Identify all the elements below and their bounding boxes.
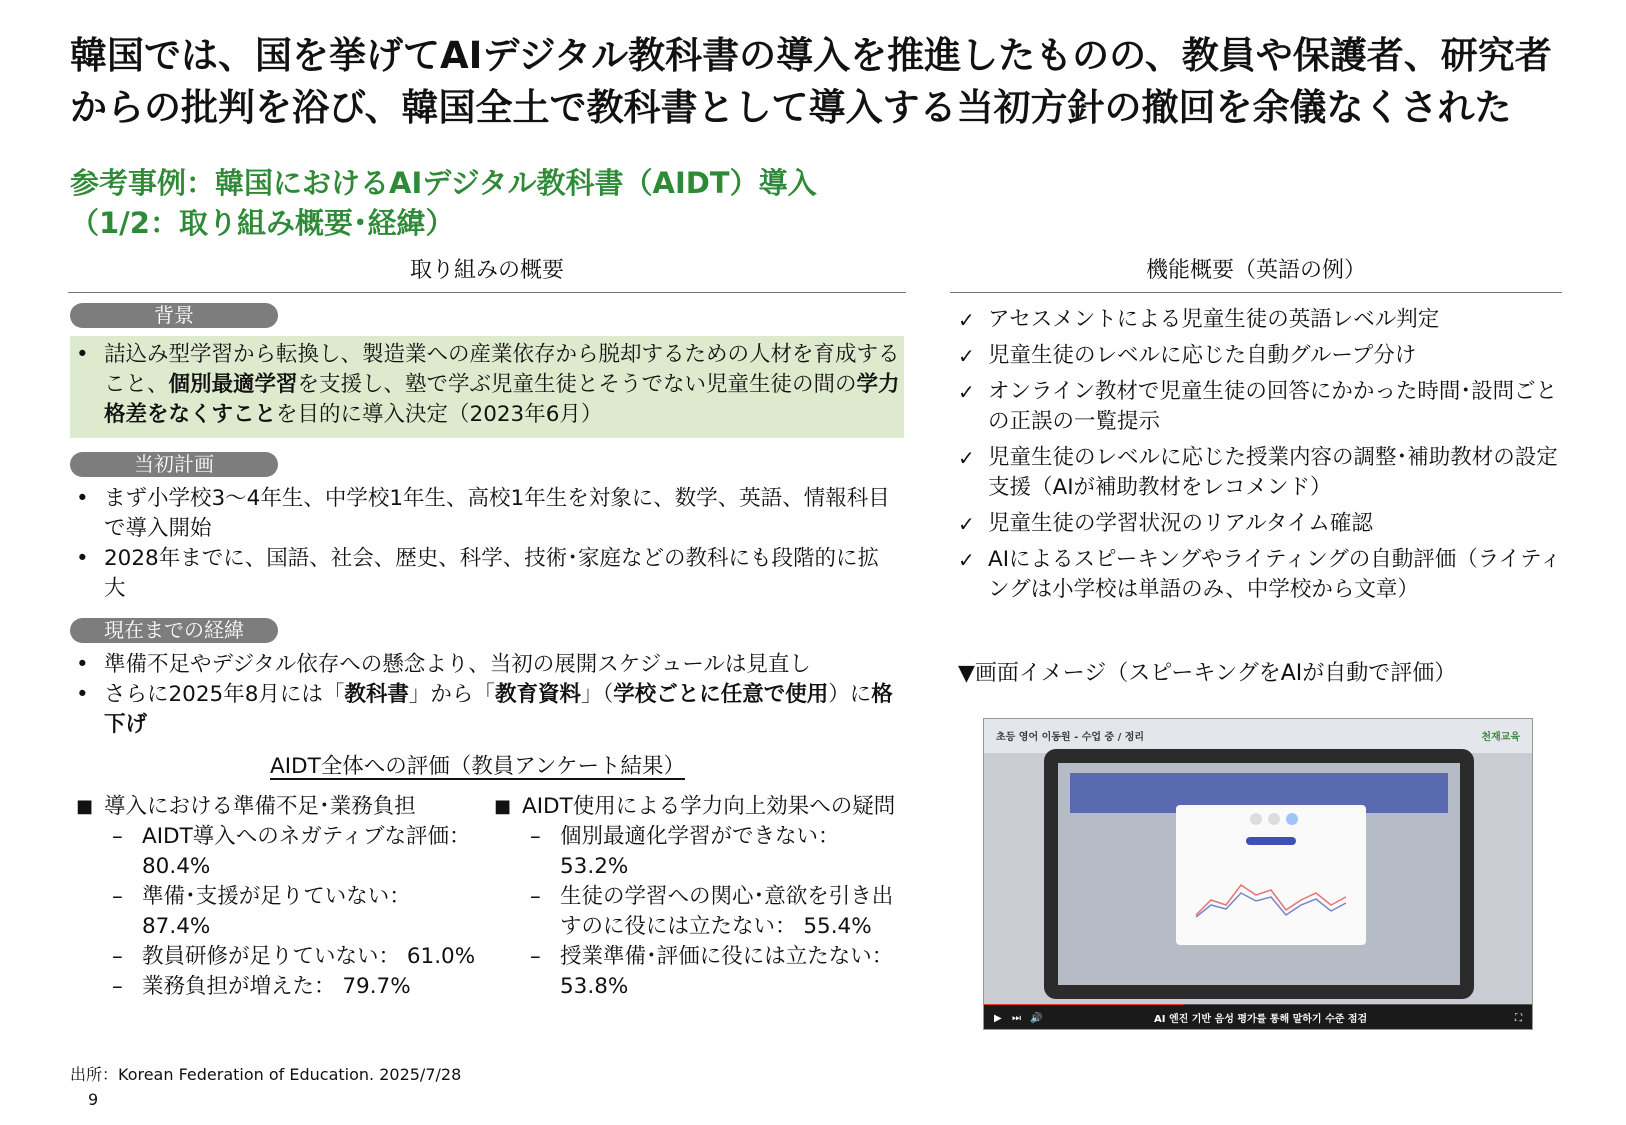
subtitle-line-2: （1/2：取り組み概要･経緯） xyxy=(70,206,455,240)
play-icon[interactable]: ▶ xyxy=(994,1013,1002,1024)
evaluation-left-column xyxy=(76,792,476,1002)
evaluation-item: – 授業準備･評価に役には立たない： 53.8% xyxy=(530,944,894,999)
history-text-a: さらに2025年8月には「 xyxy=(104,682,345,707)
slide-subtitle xyxy=(70,163,890,243)
fullscreen-icon[interactable]: ⛶ xyxy=(1515,1013,1522,1024)
evaluation-item-text: 教員研修が足りていない： xyxy=(142,944,401,969)
evaluation-left-head xyxy=(76,792,476,822)
history-item: • 準備不足やデジタル依存への懸念より、当初の展開スケジュールは見直し xyxy=(70,650,900,680)
history-bold-h: 格下げ xyxy=(104,682,893,737)
evaluation-item: – 教員研修が足りていない： 61.0% xyxy=(112,944,476,969)
video-control-bar xyxy=(984,1005,1532,1029)
plan-item: • まず小学校3～4年生、中学校1年生、高校1年生を対象に、数学、英語、情報科目で導入開始 xyxy=(70,484,900,544)
evaluation-item-value: 80.4% xyxy=(142,854,211,879)
evaluation-item-value: 53.2% xyxy=(560,854,629,879)
evaluation-left-head-text: 導入における準備不足･業務負担 xyxy=(104,794,416,819)
plan-label: 当初計画 xyxy=(70,452,278,477)
history-text-c: 」から「 xyxy=(408,682,495,707)
evaluation-item: – 生徒の学習への関心･意欲を引き出すのに役には立たない： 55.4% xyxy=(530,884,894,939)
evaluation-item: – 個別最適化学習ができない： 53.2% xyxy=(530,824,840,879)
screen-image-logo: 천재교육 xyxy=(1481,732,1520,743)
speaking-evaluation-dialog xyxy=(1176,805,1366,945)
video-subtitle: AI 엔진 기반 음성 평가를 통해 말하기 수준 점검 xyxy=(1154,1014,1368,1025)
evaluation-item-text: 準備･支援が足りていない： xyxy=(142,884,411,909)
background-item xyxy=(70,340,900,430)
evaluation-right-column xyxy=(494,792,904,1002)
feature-item: ✓ 児童生徒のレベルに応じた授業内容の調整･補助教材の設定支援（AIが補助教材をレコメンド） xyxy=(958,443,1568,503)
feature-item: ✓ AIによるスピーキングやライティングの自動評価（ライティングは小学校は単語のみ、中学校から文章） xyxy=(958,545,1568,605)
source-note: 出所：Korean Federation of Education. 2025/7/28 xyxy=(70,1065,462,1084)
evaluation-item-value: 53.8% xyxy=(560,974,629,999)
background-label: 背景 xyxy=(70,303,278,328)
screen-image xyxy=(983,718,1533,1030)
history-item xyxy=(70,680,900,740)
evaluation-right-head-text: AIDT使用による学力向上効果への疑問 xyxy=(522,794,896,819)
title-line-1: 韓国では、国を挙げてAIデジタル教科書の導入を推進したものの、教員や保護者、研究者 xyxy=(70,34,1552,77)
square-bullet-icon: ■ xyxy=(494,796,512,817)
evaluation-item-text: 業務負担が増えた： xyxy=(142,974,336,999)
right-column-header: 機能概要（英語の例） xyxy=(950,256,1562,293)
feature-item: ✓ オンライン教材で児童生徒の回答にかかった時間･設問ごとの正誤の一覧提示 xyxy=(958,377,1568,437)
background-list xyxy=(70,340,900,430)
evaluation-item: – 業務負担が増えた： 79.7% xyxy=(112,974,411,999)
pitch-graph-icon xyxy=(1176,805,1366,945)
history-list xyxy=(70,650,900,740)
evaluation-header: AIDT全体への評価（教員アンケート結果） xyxy=(270,754,685,779)
history-bold-b: 教科書 xyxy=(344,682,409,707)
page-number: 9 xyxy=(88,1090,99,1109)
feature-item: ✓ 児童生徒のレベルに応じた自動グループ分け xyxy=(958,341,1568,371)
volume-icon[interactable]: 🔊 xyxy=(1030,1013,1043,1024)
background-text-2: を支援し、塾で学ぶ児童生徒とそうでない児童生徒の間の xyxy=(297,372,857,397)
background-bold-2: 学力格差をなくすこと xyxy=(104,372,900,427)
evaluation-right-head xyxy=(494,792,904,822)
background-bold-1: 個別最適学習 xyxy=(168,372,298,397)
evaluation-item-value: 87.4% xyxy=(142,914,211,939)
subtitle-line-1: 参考事例：韓国におけるAIデジタル教科書（AIDT）導入 xyxy=(70,166,817,200)
feature-item: ✓ 児童生徒の学習状況のリアルタイム確認 xyxy=(958,509,1568,539)
history-bold-d: 教育資料 xyxy=(494,682,581,707)
history-label: 現在までの経緯 xyxy=(70,618,278,643)
square-bullet-icon: ■ xyxy=(76,796,94,817)
evaluation-item-value: 79.7% xyxy=(342,974,411,999)
evaluation-item-text: AIDT導入へのネガティブな評価： xyxy=(142,824,471,849)
feature-list xyxy=(958,305,1568,611)
next-icon[interactable]: ⏭ xyxy=(1012,1013,1021,1024)
laptop-screen xyxy=(1058,763,1460,985)
plan-list xyxy=(70,484,900,604)
background-text-3: を目的に導入決定（2023年6月） xyxy=(276,402,603,427)
feature-item: ✓ アセスメントによる児童生徒の英語レベル判定 xyxy=(958,305,1568,335)
screen-image-caption: 초등 영어 이동원 - 수업 중 / 정리 xyxy=(996,732,1145,743)
title-line-2: からの批判を浴び、韓国全土で教科書として導入する当初方針の撤回を余儀なくされた xyxy=(70,86,1512,129)
evaluation-item-text: 授業準備･評価に役には立たない： xyxy=(560,944,894,969)
plan-item: • 2028年までに、国語、社会、歴史、科学、技術･家庭などの教科にも段階的に拡大 xyxy=(70,544,900,604)
evaluation-item-text: 個別最適化学習ができない： xyxy=(560,824,840,849)
screen-image-label: ▼画面イメージ（スピーキングをAIが自動で評価） xyxy=(958,661,1457,686)
history-text-g: ）に xyxy=(828,682,872,707)
history-bold-f: 学校ごとに任意で使用 xyxy=(613,682,829,707)
background-text-1: 詰込み型学習から転換し、製造業への産業依存から脱却するための人材を育成すること、 xyxy=(104,342,900,397)
evaluation-item-value: 61.0% xyxy=(406,944,476,969)
left-column-header: 取り組みの概要 xyxy=(68,256,906,293)
laptop-frame xyxy=(1044,749,1474,999)
evaluation-item: – 準備･支援が足りていない： 87.4% xyxy=(112,884,411,939)
slide-title xyxy=(70,30,1570,134)
history-text-e: 」（ xyxy=(580,682,614,707)
evaluation-item-text: 生徒の学習への関心･意欲を引き出すのに役には立たない： xyxy=(560,884,894,939)
evaluation-item: – AIDT導入へのネガティブな評価： 80.4% xyxy=(112,824,471,879)
screen-image-top-bar xyxy=(984,719,1532,753)
evaluation-item-value: 55.4% xyxy=(803,914,872,939)
